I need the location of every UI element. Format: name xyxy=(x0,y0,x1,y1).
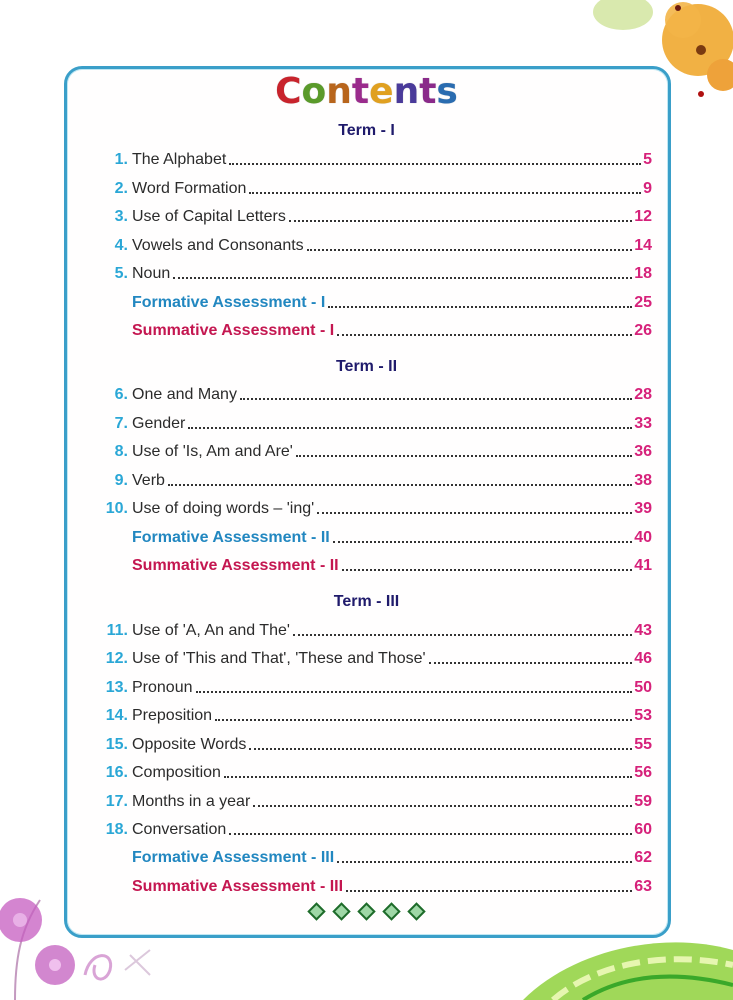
title-letter: e xyxy=(369,71,394,112)
entry-number: 10. xyxy=(105,500,128,517)
entry-number: 3. xyxy=(114,208,128,225)
entry-page: 46 xyxy=(634,650,652,667)
entry-number: 18. xyxy=(105,821,128,838)
entry-page: 12 xyxy=(634,208,652,225)
toc-entry[interactable] xyxy=(86,148,652,170)
entry-page: 38 xyxy=(634,472,652,489)
dot-leader xyxy=(337,334,632,336)
toc-entry[interactable] xyxy=(86,383,652,405)
entry-number: 5. xyxy=(114,265,128,282)
entry-page: 53 xyxy=(634,707,652,724)
toc-entry[interactable] xyxy=(86,497,652,519)
entry-title: Composition xyxy=(132,764,221,781)
toc-entry[interactable] xyxy=(86,469,652,491)
dot-leader xyxy=(249,192,641,194)
leaf-decoration-bottom-right xyxy=(513,930,733,1000)
entry-page: 5 xyxy=(643,151,652,168)
entry-title: One and Many xyxy=(132,386,237,403)
entry-number: 6. xyxy=(114,386,128,403)
toc-entry[interactable] xyxy=(86,412,652,434)
dot-leader xyxy=(289,220,632,222)
toc-entry[interactable] xyxy=(86,676,652,698)
dot-leader xyxy=(168,484,632,486)
dot-leader xyxy=(215,719,632,721)
footer-ornament xyxy=(0,905,733,918)
entry-page: 59 xyxy=(634,793,652,810)
entry-title: The Alphabet xyxy=(132,151,227,168)
dot-leader xyxy=(188,427,632,429)
toc-entry-formative-assessment[interactable] xyxy=(130,291,652,313)
toc-entry[interactable] xyxy=(86,205,652,227)
entry-page: 41 xyxy=(634,557,652,574)
dot-leader xyxy=(253,805,632,807)
title-letter: t xyxy=(419,71,437,112)
dot-leader xyxy=(337,861,632,863)
dot-leader xyxy=(296,455,632,457)
entry-page: 62 xyxy=(634,849,652,866)
entry-page: 39 xyxy=(634,500,652,517)
entry-page: 14 xyxy=(634,237,652,254)
entry-title: Summative Assessment - II xyxy=(132,557,339,574)
dot-leader xyxy=(429,662,633,664)
title-letter: C xyxy=(275,71,302,112)
toc-entry-formative-assessment[interactable] xyxy=(130,526,652,548)
title-letter: n xyxy=(393,71,420,112)
term-heading: Term - II xyxy=(335,358,398,375)
page-title xyxy=(0,72,733,112)
entry-title: Verb xyxy=(132,472,165,489)
entry-number: 1. xyxy=(114,151,128,168)
entry-title: Formative Assessment - I xyxy=(132,294,326,311)
entry-title: Months in a year xyxy=(132,793,251,810)
entry-page: 36 xyxy=(634,443,652,460)
entry-title: Noun xyxy=(132,265,171,282)
dot-leader xyxy=(317,512,632,514)
term-heading: Term - III xyxy=(333,593,400,610)
entry-title: Use of doing words – 'ing' xyxy=(132,500,315,517)
diamond-icon xyxy=(357,902,375,920)
diamond-icon xyxy=(407,902,425,920)
diamond-icon xyxy=(332,902,350,920)
entry-title: Pronoun xyxy=(132,679,193,696)
dot-leader xyxy=(173,277,632,279)
entry-page: 56 xyxy=(634,764,652,781)
title-letter: o xyxy=(301,71,327,112)
entry-page: 9 xyxy=(643,180,652,197)
entry-title: Use of 'Is, Am and Are' xyxy=(132,443,293,460)
diamond-icon xyxy=(382,902,400,920)
entry-number: 12. xyxy=(105,650,128,667)
entry-title: Preposition xyxy=(132,707,213,724)
toc-entry-summative-assessment[interactable] xyxy=(130,875,652,897)
entry-page: 18 xyxy=(634,265,652,282)
toc-entry[interactable] xyxy=(86,790,652,812)
entry-page: 63 xyxy=(634,878,652,895)
toc-entry[interactable] xyxy=(86,733,652,755)
dot-leader xyxy=(224,776,632,778)
entry-number: 16. xyxy=(105,764,128,781)
entry-page: 60 xyxy=(634,821,652,838)
entry-page: 50 xyxy=(634,679,652,696)
entry-title: Opposite Words xyxy=(132,736,247,753)
dot-leader xyxy=(328,306,632,308)
toc-entry[interactable] xyxy=(86,262,652,284)
dot-leader xyxy=(196,691,633,693)
toc-entry[interactable] xyxy=(86,619,652,641)
entry-number: 11. xyxy=(106,622,128,639)
dot-leader xyxy=(293,634,632,636)
toc-entry[interactable] xyxy=(86,177,652,199)
entry-page: 25 xyxy=(634,294,652,311)
entry-title: Gender xyxy=(132,415,186,432)
entry-title: Use of Capital Letters xyxy=(132,208,286,225)
entry-title: Vowels and Consonants xyxy=(132,237,304,254)
toc-entry[interactable] xyxy=(86,818,652,840)
entry-number: 17. xyxy=(105,793,128,810)
entry-number: 13. xyxy=(105,679,128,696)
diamond-icon xyxy=(307,902,325,920)
entry-page: 55 xyxy=(634,736,652,753)
entry-number: 4. xyxy=(114,237,128,254)
toc-entry[interactable] xyxy=(86,647,652,669)
entry-number: 2. xyxy=(114,180,128,197)
entry-page: 33 xyxy=(634,415,652,432)
toc-entry-summative-assessment[interactable] xyxy=(130,554,652,576)
entry-title: Summative Assessment - III xyxy=(132,878,344,895)
toc-entry-summative-assessment[interactable] xyxy=(130,319,652,341)
entry-number: 8. xyxy=(114,443,128,460)
entry-number: 15. xyxy=(105,736,128,753)
dot-leader xyxy=(333,541,633,543)
title-letter: s xyxy=(436,71,458,112)
toc-entry[interactable] xyxy=(86,704,652,726)
toc-entry[interactable] xyxy=(86,761,652,783)
dot-leader xyxy=(307,249,633,251)
entry-page: 43 xyxy=(634,622,652,639)
entry-title: Conversation xyxy=(132,821,227,838)
dot-leader xyxy=(229,163,641,165)
title-letter: t xyxy=(351,71,370,112)
toc-entry[interactable] xyxy=(86,440,652,462)
toc-entry[interactable] xyxy=(86,234,652,256)
dot-leader xyxy=(229,833,632,835)
dot-leader xyxy=(249,748,632,750)
dot-leader xyxy=(240,398,632,400)
entry-title: Summative Assessment - I xyxy=(132,322,335,339)
entry-page: 26 xyxy=(634,322,652,339)
term-heading: Term - I xyxy=(338,122,395,139)
entry-page: 28 xyxy=(634,386,652,403)
entry-title: Formative Assessment - II xyxy=(132,529,330,546)
toc-entry-formative-assessment[interactable] xyxy=(130,846,652,868)
entry-page: 40 xyxy=(634,529,652,546)
dot-leader xyxy=(342,569,633,571)
dot-leader xyxy=(346,890,632,892)
entry-title: Use of 'A, An and The' xyxy=(132,622,290,639)
entry-number: 7. xyxy=(114,415,128,432)
title-letter: n xyxy=(326,71,352,112)
entry-number: 14. xyxy=(105,707,128,724)
entry-number: 9. xyxy=(114,472,128,489)
entry-title: Word Formation xyxy=(132,180,247,197)
entry-title: Formative Assessment - III xyxy=(132,849,335,866)
entry-title: Use of 'This and That', 'These and Those' xyxy=(132,650,426,667)
